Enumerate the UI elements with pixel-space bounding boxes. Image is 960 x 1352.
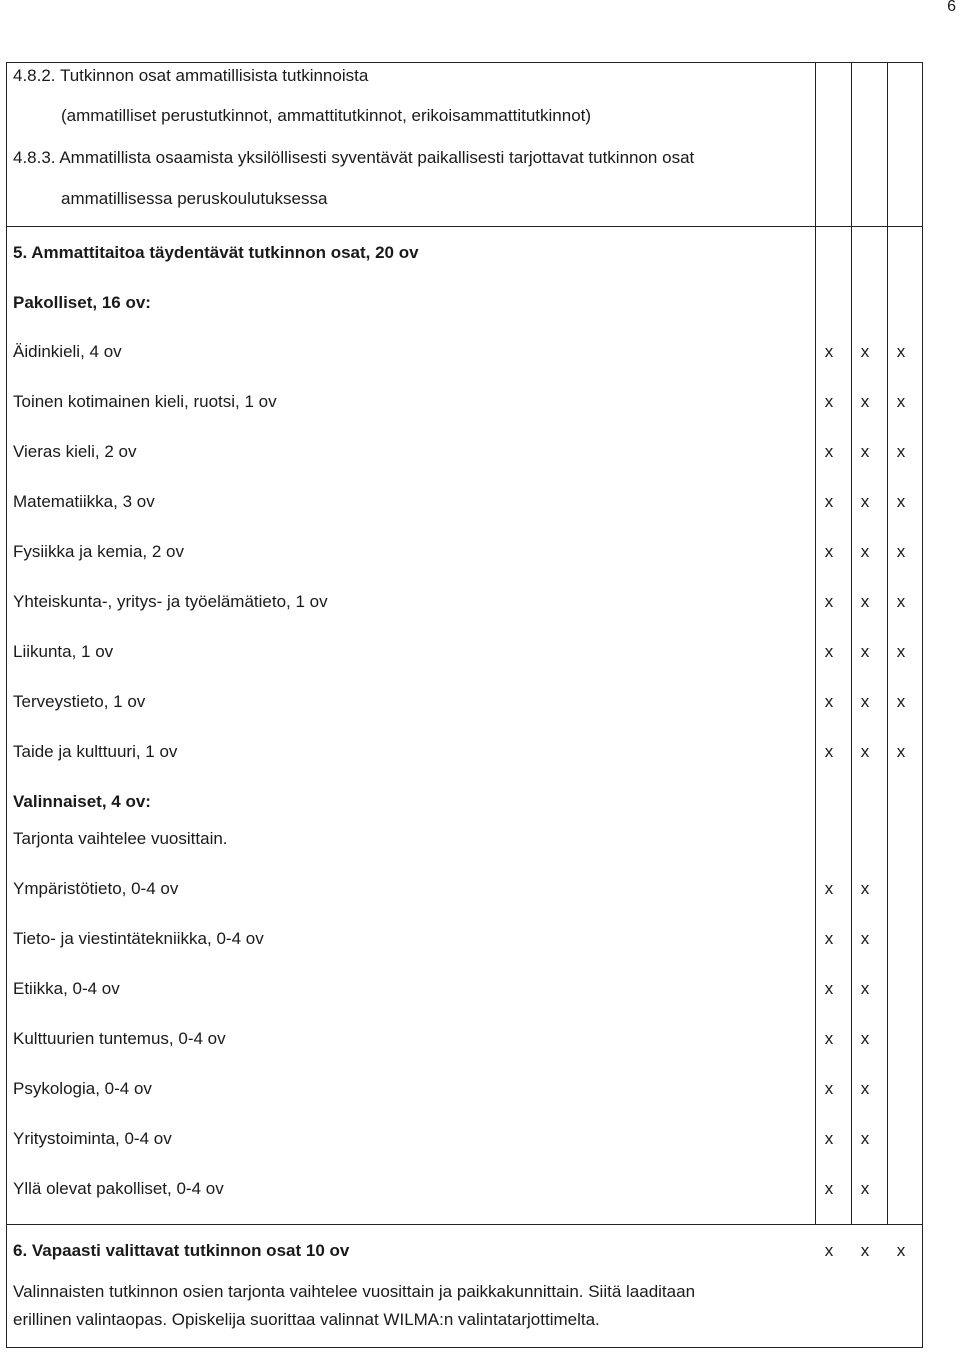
mandatory-row-label: Yhteiskunta-, yritys- ja työelämätieto, 1 ov (13, 592, 328, 611)
mandatory-mark-col-1: x (824, 542, 834, 561)
heading-4-8-2: 4.8.2. Tutkinnon osat ammatillisista tutkinnoista (13, 66, 369, 85)
optional-row-label: Etiikka, 0-4 ov (13, 979, 120, 998)
mandatory-row-label: Liikunta, 1 ov (13, 642, 114, 661)
mandatory-mark-col-3: x (896, 392, 906, 411)
section-5-title: 5. Ammattitaitoa täydentävät tutkinnon osat, 20 ov (13, 243, 419, 262)
optional-mark-col-1: x (824, 1079, 834, 1098)
heading-4-8-3-subtitle: ammatillisessa peruskoulutuksessa (61, 189, 328, 208)
mandatory-mark-col-1: x (824, 442, 834, 461)
footer-note-line-2: erillinen valintaopas. Opiskelija suorittaa valinnat WILMA:n valintatarjottimelta. (13, 1310, 600, 1329)
mandatory-row-label: Taide ja kulttuuri, 1 ov (13, 742, 178, 761)
section-6-title: 6. Vapaasti valittavat tutkinnon osat 10 ov (13, 1241, 350, 1260)
mandatory-mark-col-1: x (824, 742, 834, 761)
mandatory-row-label: Fysiikka ja kemia, 2 ov (13, 542, 184, 561)
optional-mark-col-2: x (860, 929, 870, 948)
mandatory-mark-col-2: x (860, 592, 870, 611)
mandatory-mark-col-3: x (896, 742, 906, 761)
optional-mark-col-1: x (824, 1179, 834, 1198)
optional-mark-col-1: x (824, 879, 834, 898)
section-6-mark-col-3: x (896, 1241, 906, 1260)
section-6-mark-col-1: x (824, 1241, 834, 1260)
optional-mark-col-1: x (824, 979, 834, 998)
optional-mark-col-1: x (824, 929, 834, 948)
mandatory-mark-col-3: x (896, 492, 906, 511)
mandatory-mark-col-3: x (896, 692, 906, 711)
optional-mark-col-1: x (824, 1129, 834, 1148)
optional-row-label: Yllä olevat pakolliset, 0-4 ov (13, 1179, 224, 1198)
optional-mark-col-2: x (860, 879, 870, 898)
mandatory-mark-col-1: x (824, 392, 834, 411)
page-number: 6 (947, 0, 956, 15)
optional-row-label: Tieto- ja viestintätekniikka, 0-4 ov (13, 929, 264, 948)
mandatory-label: Pakolliset, 16 ov: (13, 293, 151, 312)
optional-row-label: Kulttuurien tuntemus, 0-4 ov (13, 1029, 226, 1048)
mandatory-mark-col-2: x (860, 742, 870, 761)
mandatory-mark-col-1: x (824, 342, 834, 361)
header-divider (6, 226, 923, 227)
mandatory-mark-col-3: x (896, 442, 906, 461)
heading-4-8-2-subtitle: (ammatilliset perustutkinnot, ammattitutkinnot, erikoisammattitutkinnot) (61, 106, 592, 125)
column-divider-3 (887, 62, 888, 1224)
optional-mark-col-2: x (860, 1079, 870, 1098)
mandatory-mark-col-3: x (896, 592, 906, 611)
heading-4-8-3: 4.8.3. Ammatillista osaamista yksilöllisesti syventävät paikallisesti tarjottavat tutkinnon osat (13, 148, 695, 167)
mandatory-mark-col-2: x (860, 692, 870, 711)
mandatory-mark-col-1: x (824, 692, 834, 711)
mandatory-mark-col-3: x (896, 642, 906, 661)
mandatory-mark-col-3: x (896, 542, 906, 561)
optional-mark-col-2: x (860, 1129, 870, 1148)
mandatory-mark-col-1: x (824, 592, 834, 611)
offering-note: Tarjonta vaihtelee vuosittain. (13, 829, 228, 848)
optional-mark-col-2: x (860, 1029, 870, 1048)
mandatory-row-label: Äidinkieli, 4 ov (13, 342, 122, 361)
optional-row-label: Yritystoiminta, 0-4 ov (13, 1129, 172, 1148)
optional-mark-col-1: x (824, 1029, 834, 1048)
footer-note-line-1: Valinnaisten tutkinnon osien tarjonta vaihtelee vuosittain ja paikkakunnittain. Siitä laaditaan (13, 1282, 696, 1301)
mandatory-mark-col-1: x (824, 642, 834, 661)
optional-mark-col-2: x (860, 979, 870, 998)
mandatory-row-label: Terveystieto, 1 ov (13, 692, 146, 711)
mandatory-mark-col-2: x (860, 642, 870, 661)
mandatory-mark-col-1: x (824, 492, 834, 511)
optional-row-label: Psykologia, 0-4 ov (13, 1079, 152, 1098)
optional-mark-col-2: x (860, 1179, 870, 1198)
section-divider (6, 1224, 923, 1225)
section-6-mark-col-2: x (860, 1241, 870, 1260)
mandatory-mark-col-3: x (896, 342, 906, 361)
mandatory-mark-col-2: x (860, 442, 870, 461)
column-divider-2 (851, 62, 852, 1224)
column-divider-1 (815, 62, 816, 1224)
mandatory-mark-col-2: x (860, 342, 870, 361)
mandatory-row-label: Toinen kotimainen kieli, ruotsi, 1 ov (13, 392, 277, 411)
mandatory-mark-col-2: x (860, 492, 870, 511)
optional-label: Valinnaiset, 4 ov: (13, 792, 151, 811)
mandatory-row-label: Vieras kieli, 2 ov (13, 442, 137, 461)
mandatory-mark-col-2: x (860, 392, 870, 411)
optional-row-label: Ympäristötieto, 0-4 ov (13, 879, 179, 898)
mandatory-mark-col-2: x (860, 542, 870, 561)
mandatory-row-label: Matematiikka, 3 ov (13, 492, 155, 511)
